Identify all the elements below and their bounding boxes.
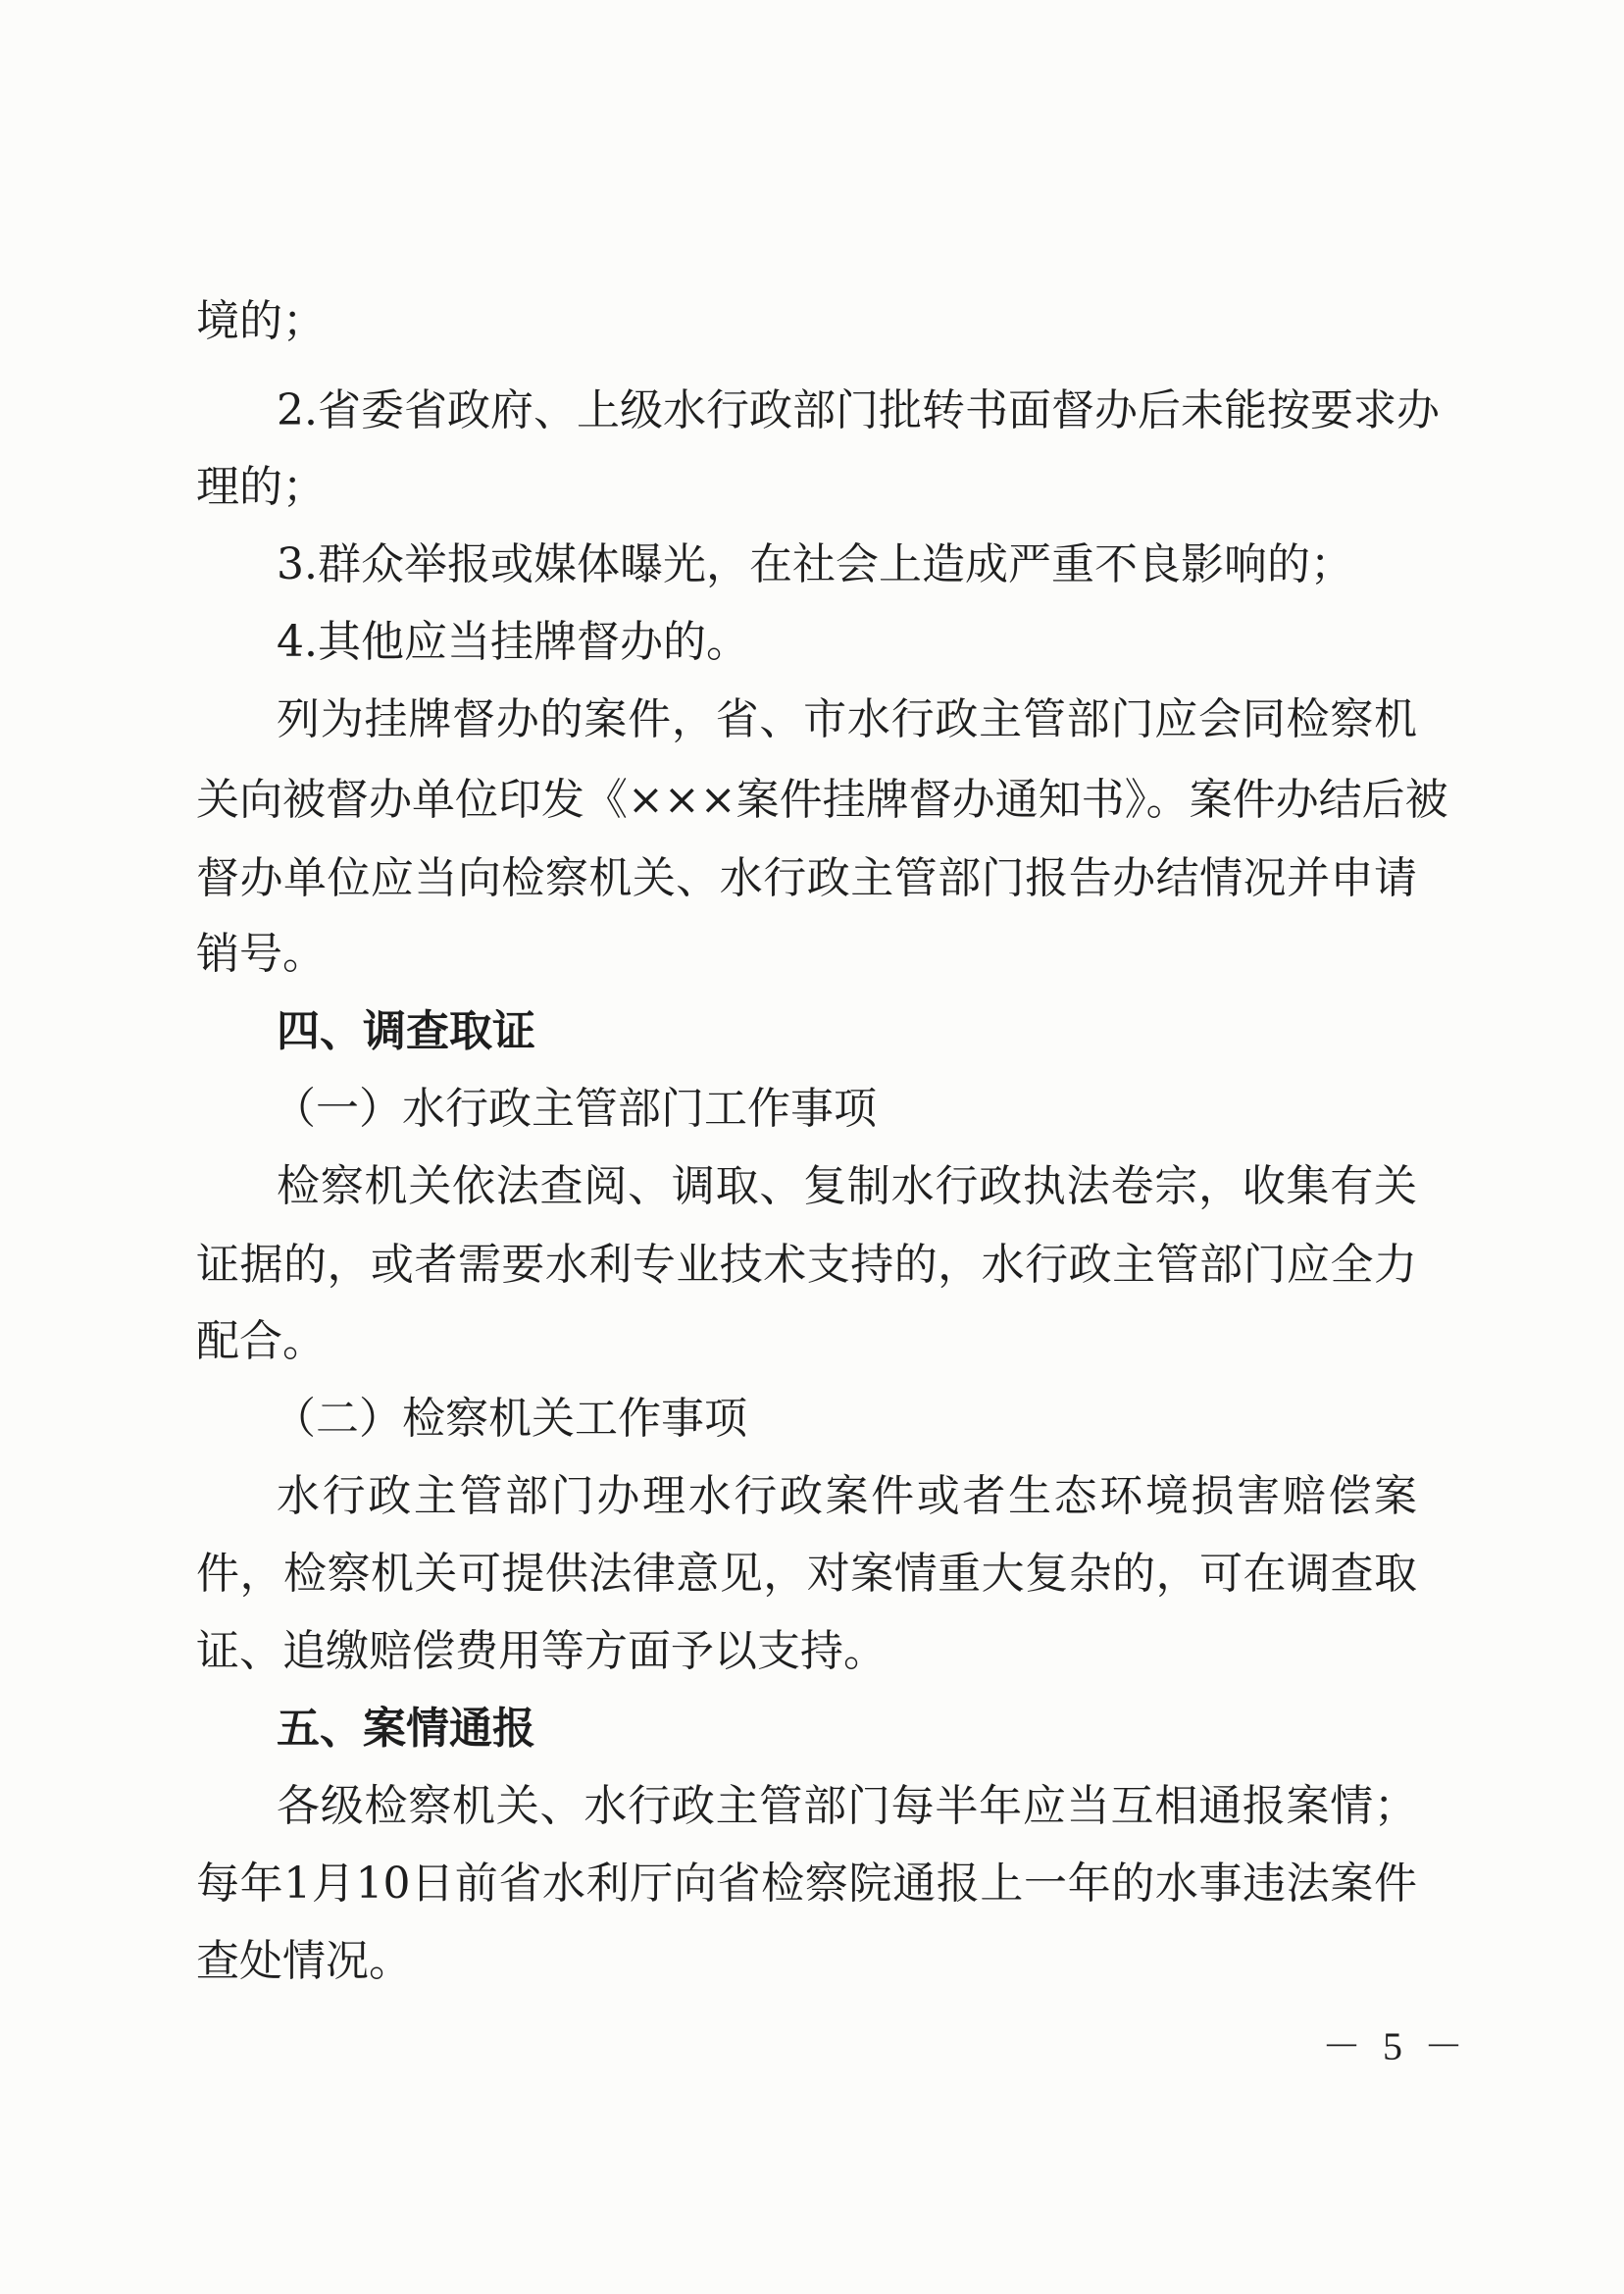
section-heading-5: 五、案情通报 xyxy=(277,1704,535,1754)
text-line-17: 件，检察机关可提供法律意见，对案情重大复杂的，可在调查取 xyxy=(196,1549,1417,1599)
page-number: － 5 － xyxy=(1322,2024,1469,2068)
text-line-20: 各级检察机关、水行政主管部门每半年应当互相通报案情； xyxy=(277,1781,1417,1831)
text-line-18: 证、追缴赔偿费用等方面予以支持。 xyxy=(196,1626,887,1676)
text-line-16: 水行政主管部门办理水行政案件或者生态环境损害赔偿案 xyxy=(277,1471,1417,1521)
text-line-6: 列为挂牌督办的案件，省、市水行政主管部门应会同检察机 xyxy=(277,694,1417,744)
text-line-2: 2.省委省政府、上级水行政部门批转书面督办后未能按要求办 xyxy=(277,385,1440,435)
text-line-22: 查处情况。 xyxy=(196,1936,412,1986)
subsection-heading-2: （二）检察机关工作事项 xyxy=(273,1394,747,1444)
text-line-8: 督办单位应当向检察机关、水行政主管部门报告办结情况并申请 xyxy=(196,853,1417,903)
section-heading-4: 四、调查取证 xyxy=(277,1006,535,1056)
text-line-12: 检察机关依法查阅、调取、复制水行政执法卷宗，收集有关 xyxy=(277,1161,1417,1211)
text-line-1: 境的； xyxy=(196,296,326,346)
text-line-9: 销号。 xyxy=(196,929,326,979)
text-line-4: 3.群众举报或媒体曝光，在社会上造成严重不良影响的； xyxy=(277,539,1353,589)
text-line-3: 理的； xyxy=(196,462,326,512)
text-line-14: 配合。 xyxy=(196,1316,326,1366)
subsection-heading-1: （一）水行政主管部门工作事项 xyxy=(273,1084,877,1134)
text-line-13: 证据的，或者需要水利专业技术支持的，水行政主管部门应全力 xyxy=(196,1240,1417,1290)
text-line-5: 4.其他应当挂牌督办的。 xyxy=(277,617,749,667)
text-line-7: 关向被督办单位印发《×××案件挂牌督办通知书》。案件办结后被 xyxy=(196,775,1448,825)
text-line-21: 每年1月10日前省水利厅向省检察院通报上一年的水事违法案件 xyxy=(196,1859,1417,1909)
